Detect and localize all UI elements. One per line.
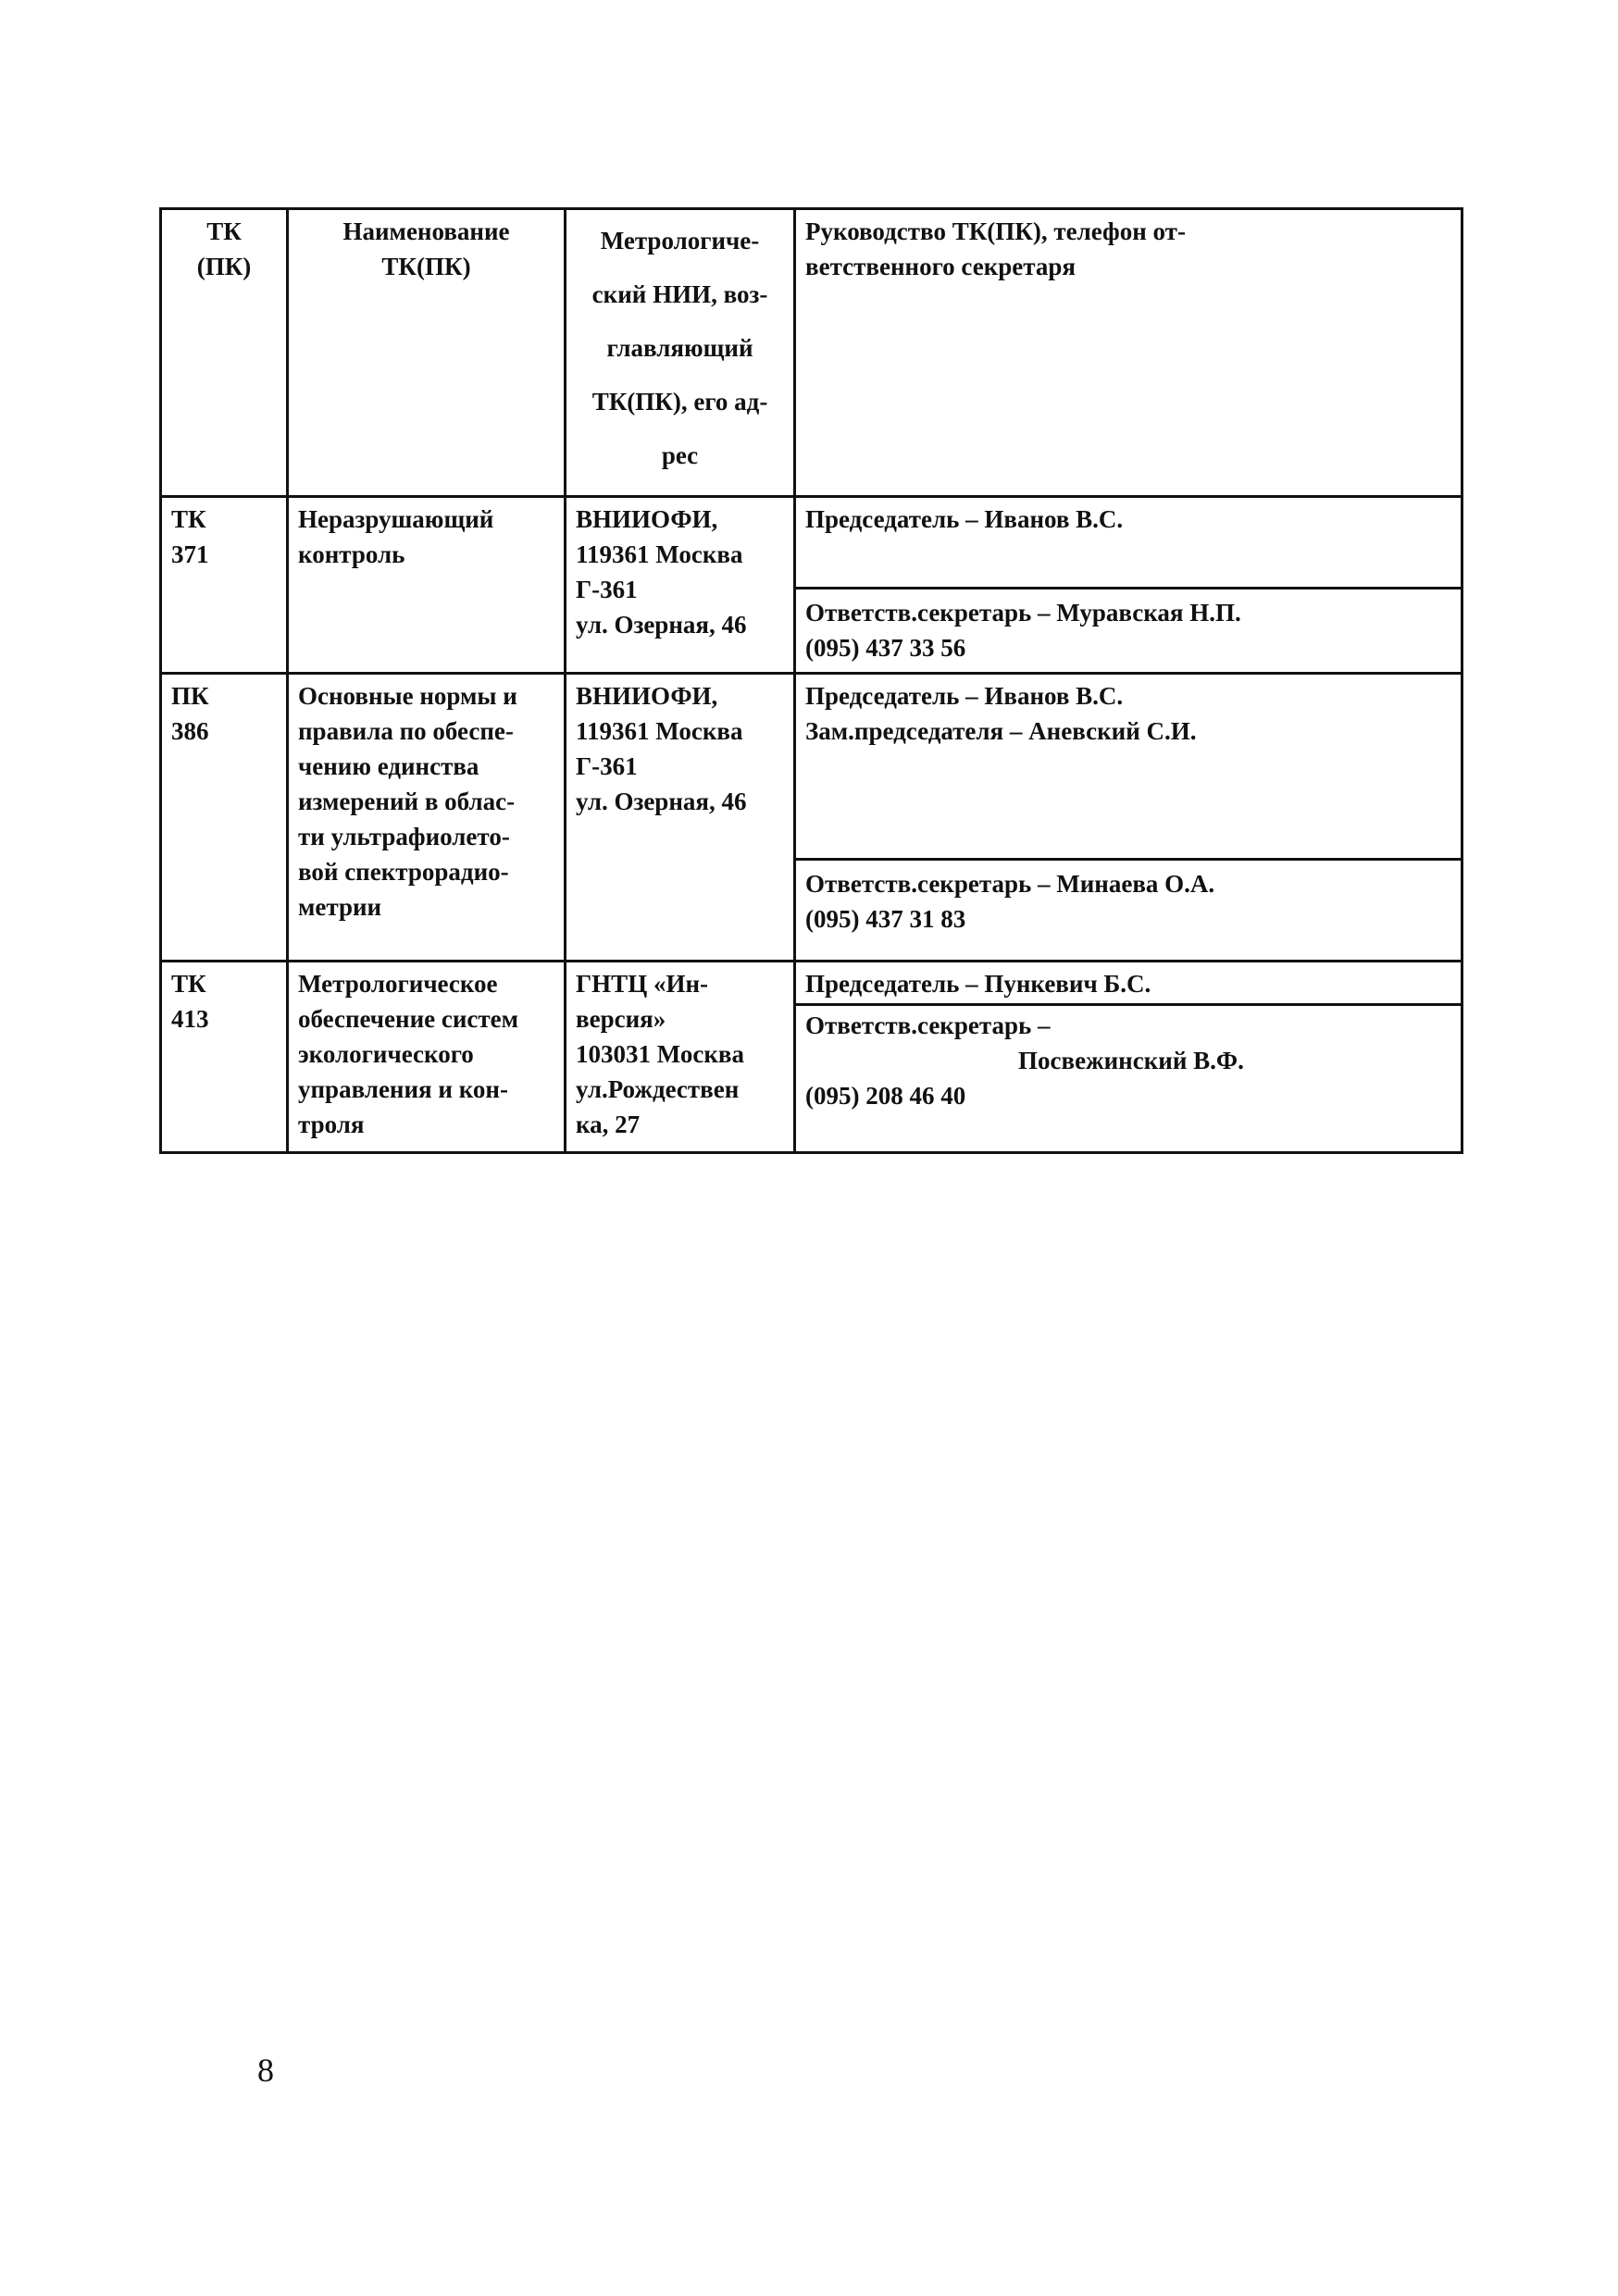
table-row — [161, 674, 1462, 962]
leadership-chair: Председатель – Иванов В.С. Зам.председателя – Аневский С.И. — [805, 682, 1197, 745]
leadership-secretary: Ответств.секретарь – Минаева О.А. (095) 437 31 83 — [796, 858, 1461, 937]
cell-name: Метрологическое обеспечение систем экологического управления и кон- троля — [288, 962, 566, 1153]
cell-code: ТК 413 — [161, 962, 288, 1153]
leadership-chair: Председатель – Пункевич Б.С. — [805, 970, 1151, 998]
cell-leadership — [795, 962, 1462, 1153]
table-row — [161, 962, 1462, 1153]
cell-code: ПК 386 — [161, 674, 288, 962]
table-row — [161, 497, 1462, 674]
cell-leadership — [795, 674, 1462, 962]
leadership-secretary: Ответств.секретарь – Муравская Н.П. (095) 437 33 56 — [796, 587, 1461, 665]
header-institute: Метрологиче- ский НИИ, воз- главляющий ТК(ПК), его ад- рес — [566, 209, 795, 497]
cell-institute: ВНИИОФИ, 119361 Москва Г-361 ул. Озерная, 46 — [566, 497, 795, 674]
cell-name: Неразрушающий контроль — [288, 497, 566, 674]
header-leadership: Руководство ТК(ПК), телефон от- ветственного секретаря — [795, 209, 1462, 497]
cell-code: ТК 371 — [161, 497, 288, 674]
committee-table — [159, 207, 1463, 1154]
table-header-row — [161, 209, 1462, 497]
cell-leadership — [795, 497, 1462, 674]
cell-institute: ВНИИОФИ, 119361 Москва Г-361 ул. Озерная, 46 — [566, 674, 795, 962]
header-code: ТК (ПК) — [161, 209, 288, 497]
leadership-secretary: Ответств.секретарь – Посвежинский В.Ф. (095) 208 46 40 — [796, 1003, 1461, 1113]
leadership-chair: Председатель – Иванов В.С. — [805, 505, 1124, 533]
header-name: Наименование ТК(ПК) — [288, 209, 566, 497]
cell-name: Основные нормы и правила по обеспе- чению единства измерений в облас- ти ультрафиолето- вой спектрорадио- метрии — [288, 674, 566, 962]
cell-institute: ГНТЦ «Ин- версия» 103031 Москва ул.Рождествен ка, 27 — [566, 962, 795, 1153]
page-number: 8 — [257, 2052, 274, 2089]
